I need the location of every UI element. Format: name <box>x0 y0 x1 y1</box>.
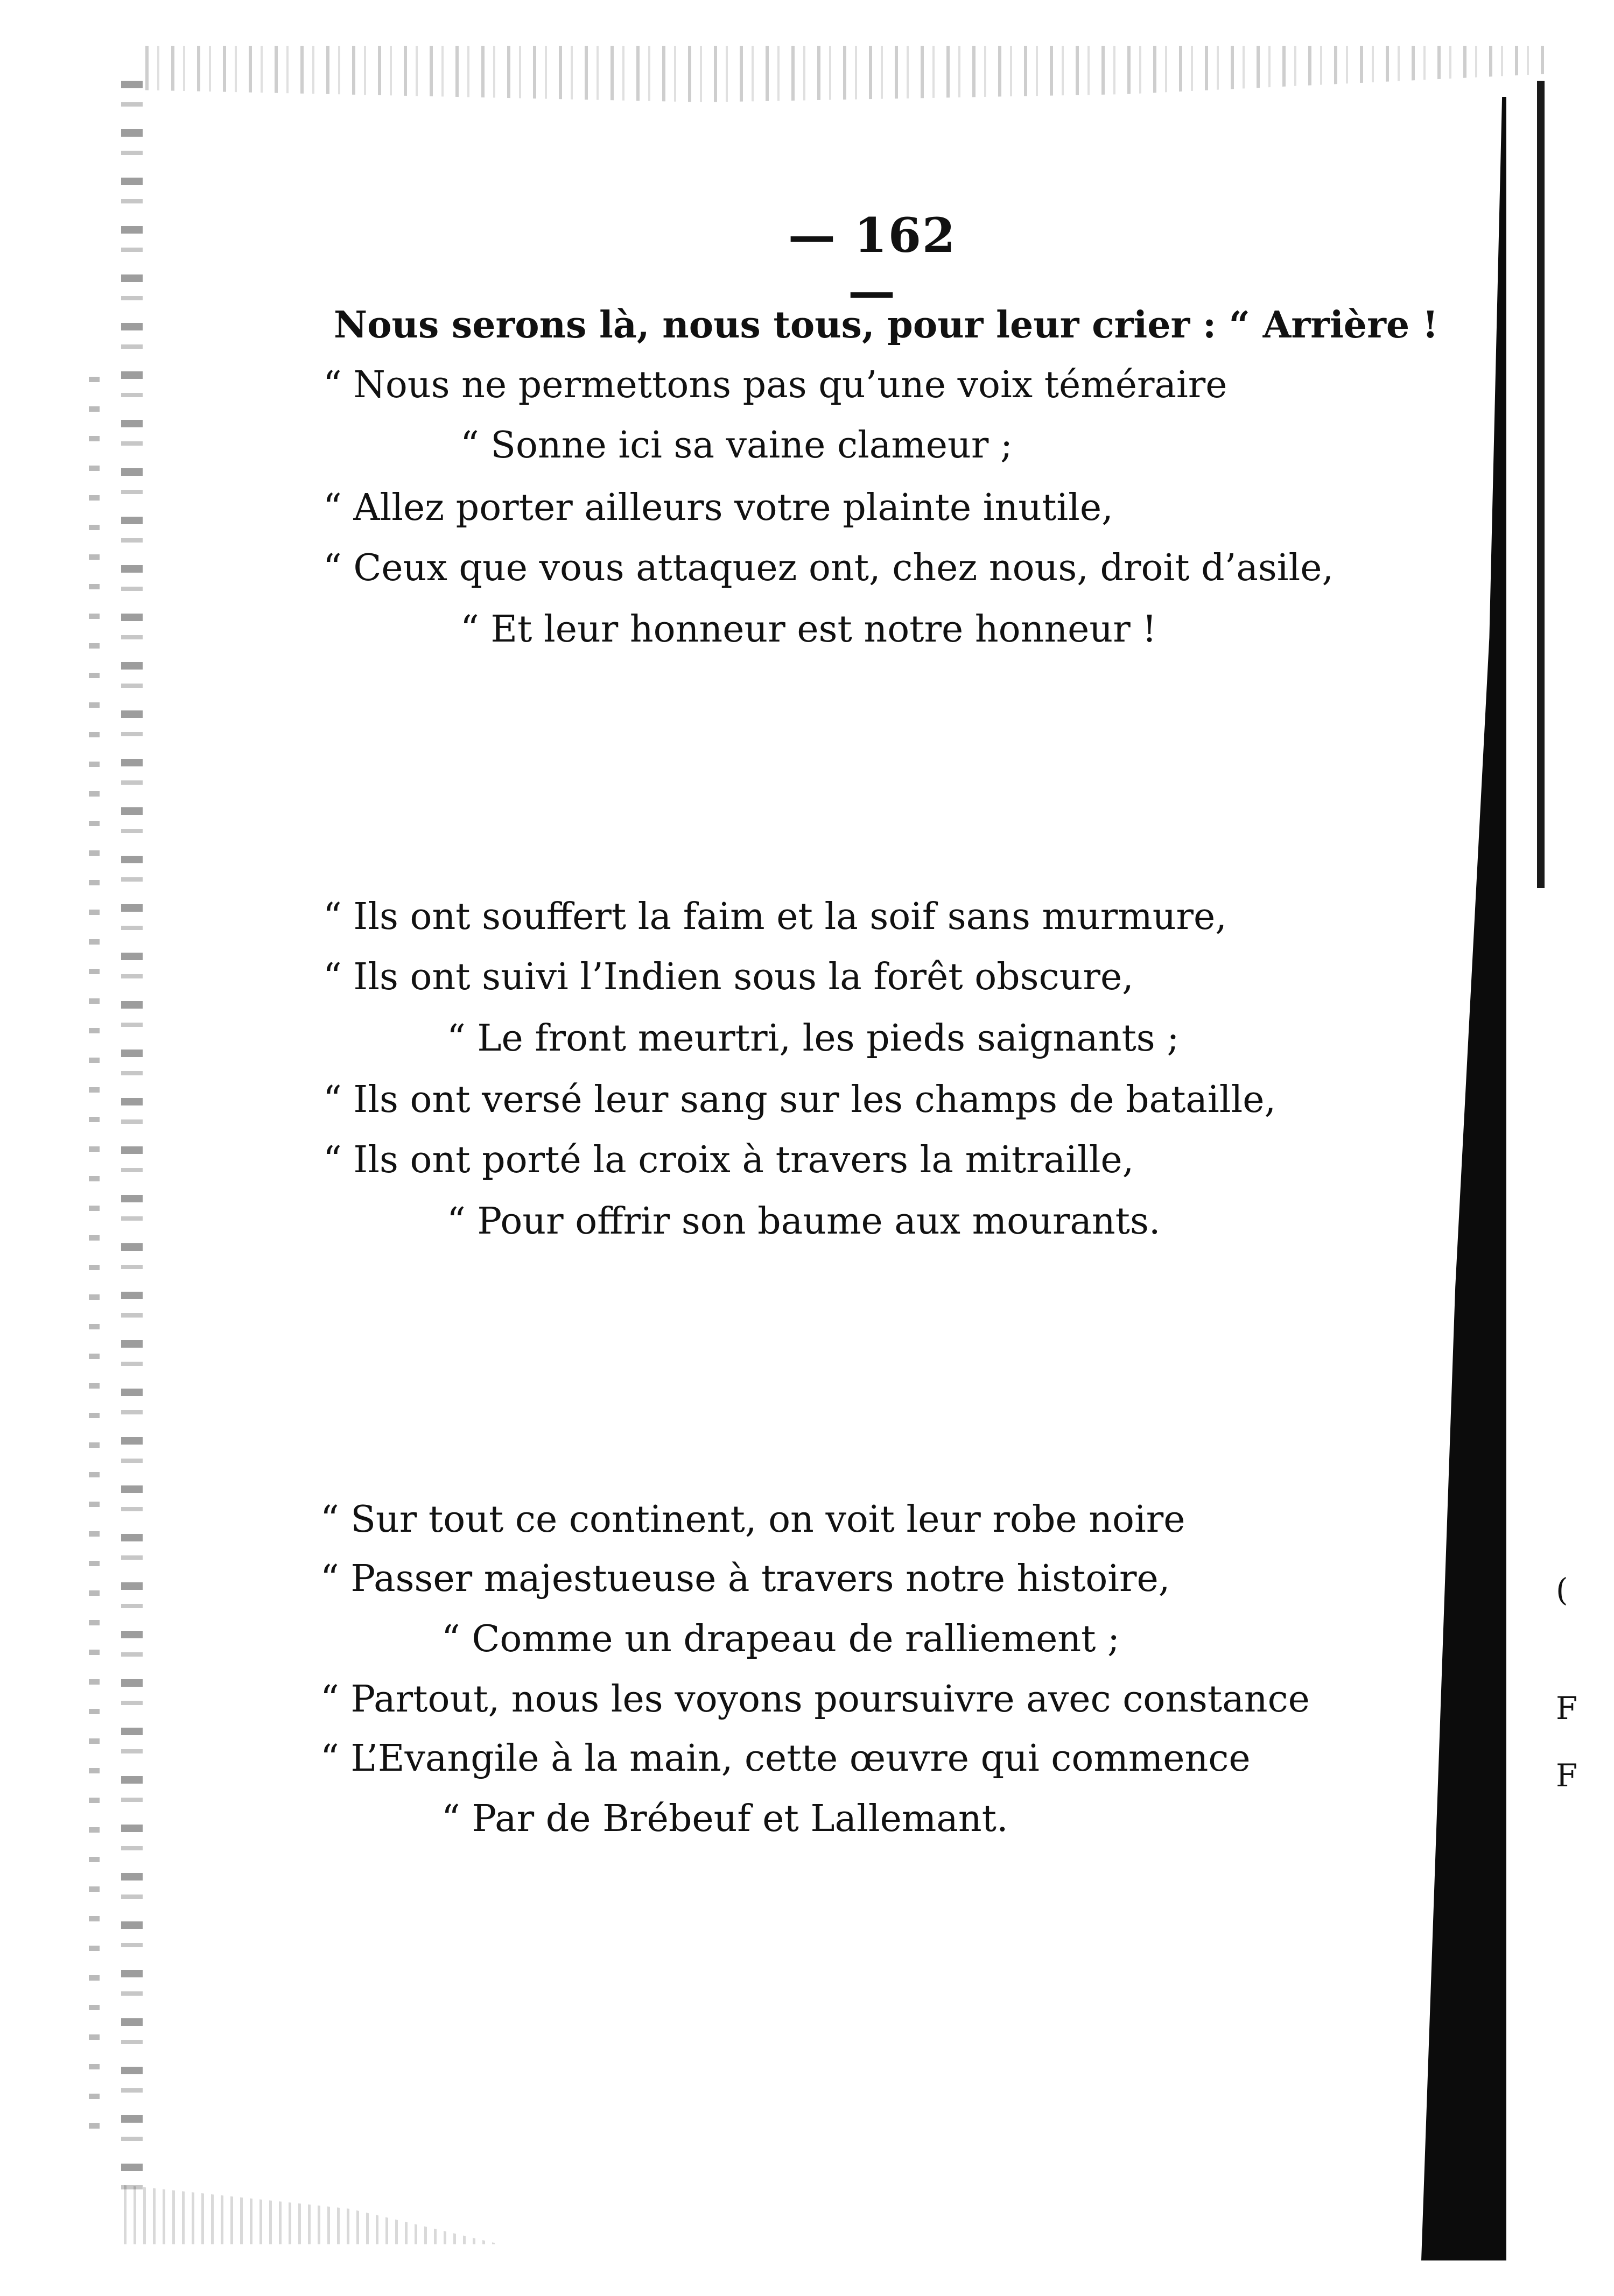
scan-edge-left <box>121 81 143 2207</box>
scan-edge-left-secondary <box>89 377 100 2153</box>
verse-line: “ Par de Brébeuf et Lallemant. <box>441 1798 1008 1840</box>
verse-line: “ Allez porter ailleurs votre plainte inutile, <box>323 487 1113 529</box>
verse-line: Nous serons là, nous tous, pour leur crier : “ Arrière ! <box>334 304 1438 347</box>
facing-page-fragment: ( <box>1556 1572 1568 1608</box>
verse-line: “ Ils ont porté la croix à travers la mitraille, <box>323 1139 1134 1181</box>
verse-line: “ Et leur honneur est notre honneur ! <box>460 608 1157 651</box>
scan-noise-top <box>145 46 1545 126</box>
scan-noise-bottom <box>124 2185 501 2244</box>
verse-line: “ Sonne ici sa vaine clameur ; <box>460 424 1013 467</box>
verse-line: “ Nous ne permettons pas qu’une voix téméraire <box>323 364 1227 406</box>
verse-line: “ Passer majestueuse à travers notre histoire, <box>320 1558 1170 1600</box>
facing-page-fragment: F <box>1556 1757 1578 1794</box>
page-number: — 162 — <box>788 207 957 319</box>
verse-line: “ Ils ont versé leur sang sur les champs de bataille, <box>323 1079 1276 1121</box>
verse-line: “ Comme un drapeau de ralliement ; <box>441 1618 1120 1660</box>
verse-line: “ Pour offrir son baume aux mourants. <box>447 1200 1161 1243</box>
verse-line: “ Partout, nous les voyons poursuivre avec constance <box>320 1678 1310 1721</box>
verse-line: “ Ils ont souffert la faim et la soif sans murmure, <box>323 896 1227 938</box>
verse-line: “ Ils ont suivi l’Indien sous la forêt obscure, <box>323 956 1134 998</box>
book-spine-shadow <box>1421 97 1506 2260</box>
facing-page-fragment: F <box>1556 1690 1578 1727</box>
verse-line: “ Sur tout ce continent, on voit leur robe noire <box>320 1498 1185 1541</box>
verse-line: “ Ceux que vous attaquez ont, chez nous, droit d’asile, <box>323 547 1334 589</box>
book-spine-edge <box>1537 81 1545 888</box>
verse-line: “ Le front meurtri, les pieds saignants ; <box>447 1017 1180 1060</box>
verse-line: “ L’Evangile à la main, cette œuvre qui commence <box>320 1737 1251 1780</box>
